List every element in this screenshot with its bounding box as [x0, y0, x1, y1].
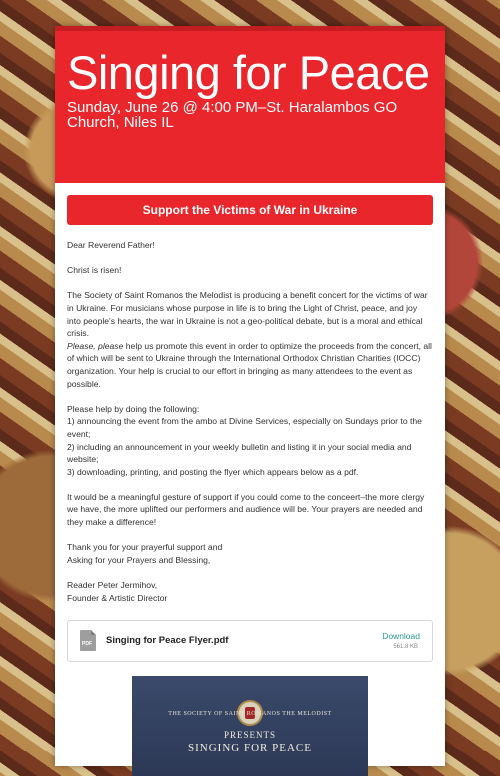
intro-text: The Society of Saint Romanos the Melodist is producing a benefit concert for the victims of war in Ukraine. For musicians whose purpose in life is to bring the Light of Christ, peace, and joy into people's hearts, the war in Ukraine is not a geo-political debate, but is a moral and ethical crisis. — [67, 290, 428, 339]
pdf-file-icon: PDF — [80, 630, 96, 651]
greeting: Dear Reverend Father! — [67, 240, 155, 250]
paragraph-intro — [67, 289, 433, 390]
paragraph-support: It would be a meaningful gesture of support if you could come to the conceert–the more clergy we have, the more uplifted our performers and audience will be. Your prayers are needed and they make a difference! — [67, 491, 425, 528]
page-title: Singing for Peace — [67, 46, 430, 99]
thanks-line-2: Asking for your Prayers and Blessing, — [67, 554, 211, 565]
header-topbar — [55, 26, 445, 31]
signature-name: Reader Peter Jermihov, — [67, 580, 158, 591]
file-name[interactable]: Singing for Peace Flyer.pdf — [106, 635, 229, 647]
support-ukraine-button[interactable]: Support the Victims of War in Ukraine — [67, 195, 433, 225]
help-item-3: 3) downloading, printing, and posting the flyer which appears below as a pdf. — [67, 466, 359, 477]
christ-risen: Christ is risen! — [67, 265, 122, 276]
file-attachment[interactable] — [67, 620, 433, 662]
thanks-line-1: Thank you for your prayerful support and — [67, 542, 223, 553]
flyer-presents: PRESENTS — [223, 730, 276, 740]
letter-body — [55, 225, 445, 604]
event-subtitle: Sunday, June 26 @ 4:00 PM–St. Haralambos GO Church, Niles IL — [67, 99, 398, 131]
please-emphasis: Please, please — [67, 340, 124, 351]
flyer-title: SINGING FOR PEACE — [188, 742, 312, 754]
help-item-2: 2) including an announcement in your weekly bulletin and listing it in your social media and website; — [67, 441, 412, 465]
help-intro: Please help by doing the following: — [67, 403, 200, 414]
flyer-org: THE SOCIETY OF SAINT ROMANOS THE MELODIST — [168, 711, 332, 717]
signature-title: Founder & Artistic Director — [67, 592, 168, 603]
download-link[interactable]: Download — [382, 631, 420, 642]
file-size: 561.8 KB — [393, 644, 418, 651]
help-item-1: 1) announcing the event from the ambo at Divine Services, especially on Sundays prior to the event; — [67, 416, 422, 439]
newsletter-card — [55, 26, 445, 766]
header-banner — [55, 26, 445, 183]
flyer-preview-image[interactable] — [132, 676, 368, 776]
intro-text-rest: help us promote this event in order to optimize the proceeds from the concert, all of which will be sent to Ukraine through the International Orthodox Christian Charities (IOCC) organization. Your help is crucial to our effort in bringing as many attendees to the event as possible. — [67, 340, 432, 389]
